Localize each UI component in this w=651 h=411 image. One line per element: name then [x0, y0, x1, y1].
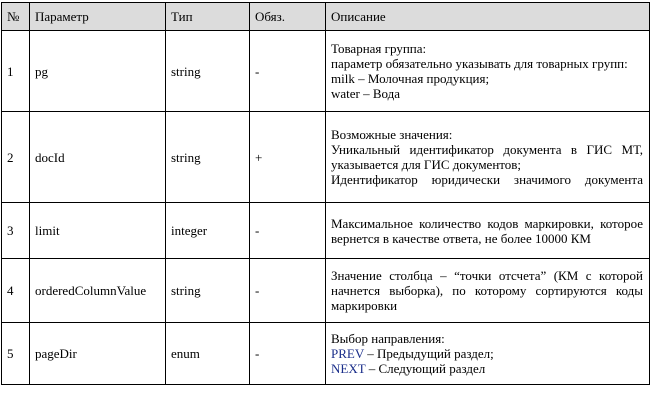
row-description: [326, 259, 650, 323]
row-num: 2: [2, 112, 30, 203]
description-text: Значение столбца – “точки отсчета” (КМ с которой начнется выборка), по которому сортируются коды маркировки: [331, 268, 643, 313]
row-required: -: [250, 323, 326, 385]
row-required: -: [250, 203, 326, 259]
row-type: integer: [166, 203, 250, 259]
row-required: -: [250, 259, 326, 323]
row-num: 3: [2, 203, 30, 259]
description-title: Товарная группа:: [331, 41, 427, 56]
description-text: параметр обязательно указывать для товарных групп:: [331, 56, 628, 71]
table-row: [2, 259, 650, 323]
row-param: pageDir: [30, 323, 166, 385]
value-code: milk: [331, 71, 355, 86]
row-param: limit: [30, 203, 166, 259]
row-type: string: [166, 31, 250, 112]
table-row: [2, 112, 650, 203]
value-label: – Следующий раздел: [365, 361, 486, 376]
row-required: +: [250, 112, 326, 203]
row-param: docId: [30, 112, 166, 203]
description-value: [331, 71, 643, 86]
row-description: [326, 31, 650, 112]
table-row: [2, 203, 650, 259]
header-description: Описание: [326, 3, 650, 31]
row-num: 1: [2, 31, 30, 112]
header-num: №: [2, 3, 30, 31]
row-description: [326, 203, 650, 259]
row-param: pg: [30, 31, 166, 112]
description-value: [331, 86, 643, 101]
row-param: orderedColumnValue: [30, 259, 166, 323]
row-type: string: [166, 112, 250, 203]
row-description: [326, 323, 650, 385]
table-row: [2, 31, 650, 112]
description-title: Выбор направления:: [331, 331, 445, 346]
row-num: 4: [2, 259, 30, 323]
value-label: – Вода: [359, 86, 401, 101]
description-text: Идентификатор юридически значимого документа: [331, 172, 643, 187]
row-type: enum: [166, 323, 250, 385]
table-row: [2, 323, 650, 385]
value-code: NEXT: [331, 361, 366, 376]
value-label: – Молочная продукция;: [354, 71, 490, 86]
value-label: – Предыдущий раздел;: [364, 346, 494, 361]
parameters-table: [1, 2, 650, 385]
description-title: Возможные значения:: [331, 127, 453, 142]
row-description: [326, 112, 650, 203]
description-text: Максимальное количество кодов маркировки, которое вернется в качестве ответа, не более 10000 КМ: [331, 215, 643, 246]
header-param: Параметр: [30, 3, 166, 31]
header-type: Тип: [166, 3, 250, 31]
row-type: string: [166, 259, 250, 323]
description-value: [331, 361, 643, 376]
description-value: [331, 346, 643, 361]
header-required: Обяз.: [250, 3, 326, 31]
value-code: PREV: [331, 346, 364, 361]
table-header-row: [2, 3, 650, 31]
description-text: Уникальный идентификатор документа в ГИС МТ, указывается для ГИС документов;: [331, 142, 643, 172]
value-code: water: [331, 86, 360, 101]
row-num: 5: [2, 323, 30, 385]
row-required: -: [250, 31, 326, 112]
